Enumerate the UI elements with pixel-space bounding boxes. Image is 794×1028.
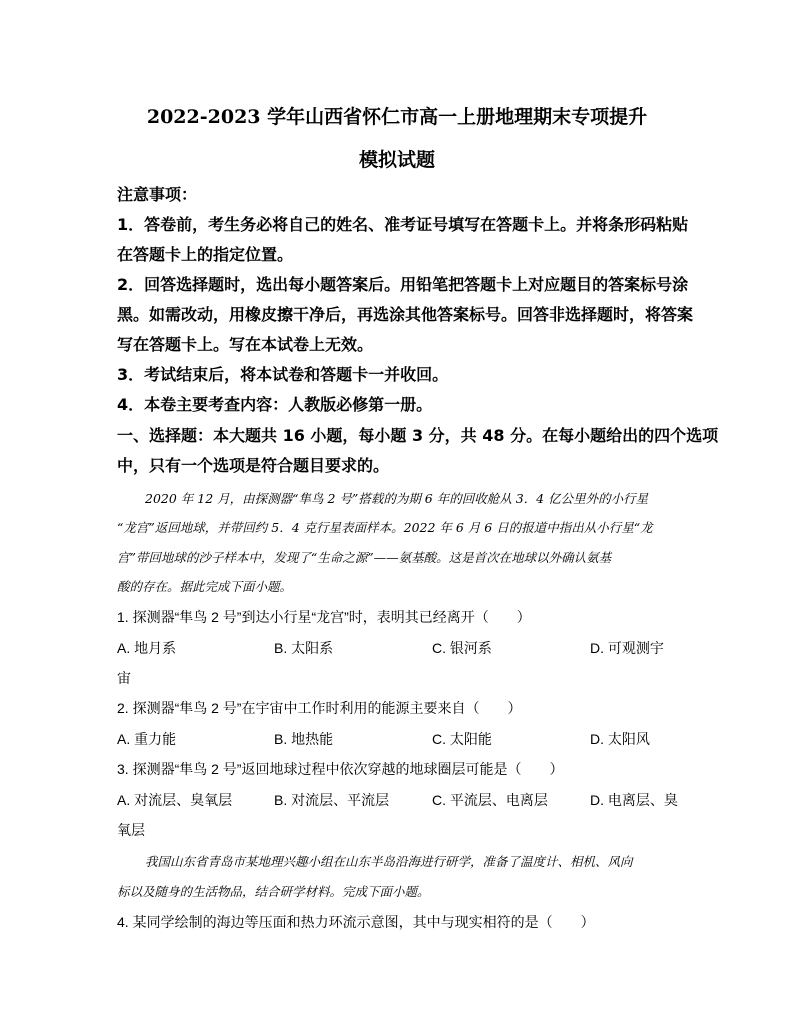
question-stem: 4. 某同学绘制的海边等压面和热力环流示意图，其中与现实相符的是（ ） (117, 914, 595, 930)
passage-line: 我国山东省青岛市某地理兴趣小组在山东半岛沿海进行研学，准备了温度计、相机、风向 (145, 854, 633, 869)
notice-heading: 注意事项： (117, 185, 198, 204)
notice-line: 黑。如需改动，用橡皮擦干净后，再选涂其他答案标号。回答非选择题时，将答案 (117, 305, 694, 324)
option-c[interactable]: C. 太阳能 (432, 731, 492, 747)
question-stem: 2. 探测器“隼鸟 2 号”在宇宙中工作时利用的能源主要来自（ ） (117, 700, 522, 716)
notice-line: 写在答题卡上。写在本试卷上无效。 (117, 335, 374, 354)
option-a[interactable]: A. 重力能 (117, 731, 177, 747)
option-wrap: 氧层 (117, 822, 145, 838)
option-b[interactable]: B. 地热能 (274, 731, 334, 747)
passage-line: 2020 年 12 月，由探测器“隼鸟 2 号”搭载的为期 6 年的回收舱从 3．4 亿公里外的小行星 (145, 491, 649, 506)
option-d[interactable]: D. 电离层、臭 (590, 792, 678, 808)
section-heading: 一、选择题：本大题共 16 小题，每小题 3 分，共 48 分。在每小题给出的四个选项 (117, 426, 719, 445)
notice-line: 1．答卷前，考生务必将自己的姓名、准考证号填写在答题卡上。并将条形码粘贴 (117, 215, 689, 234)
notice-line: 2．回答选择题时，选出每小题答案后。用铅笔把答题卡上对应题目的答案标号涂 (117, 275, 689, 294)
passage-line: 酸的存在。据此完成下面小题。 (117, 579, 293, 594)
question-stem: 3. 探测器“隼鸟 2 号”返回地球过程中依次穿越的地球圈层可能是（ ） (117, 761, 564, 777)
option-wrap: 宙 (117, 670, 131, 686)
option-a[interactable]: A. 地月系 (117, 640, 177, 656)
question-stem: 1. 探测器“隼鸟 2 号”到达小行星“龙宫”时，表明其已经离开（ ） (117, 609, 531, 625)
passage-line: 宫”带回地球的沙子样本中，发现了“生命之源”——氨基酸。这是首次在地球以外确认氨基 (117, 550, 612, 565)
section-heading: 中，只有一个选项是符合题目要求的。 (117, 456, 390, 475)
option-d[interactable]: D. 可观测宇 (590, 640, 664, 656)
notice-line: 在答题卡上的指定位置。 (117, 245, 294, 264)
option-a[interactable]: A. 对流层、臭氧层 (117, 792, 233, 808)
option-b[interactable]: B. 太阳系 (274, 640, 334, 656)
option-c[interactable]: C. 平流层、电离层 (432, 792, 548, 808)
option-b[interactable]: B. 对流层、平流层 (274, 792, 390, 808)
exam-title: 2022-2023 学年山西省怀仁市高一上册地理期末专项提升 (146, 106, 648, 128)
option-d[interactable]: D. 太阳风 (590, 731, 650, 747)
passage-line: “龙宫”返回地球，并带回约 5．4 克行星表面样本。2022 年 6 月 6 日的报道中指出从小行星“龙 (117, 520, 653, 535)
option-c[interactable]: C. 银河系 (432, 640, 492, 656)
passage-line: 标以及随身的生活物品，结合研学材料。完成下面小题。 (117, 884, 430, 899)
notice-line: 4．本卷主要考查内容：人教版必修第一册。 (117, 395, 433, 414)
notice-line: 3．考试结束后，将本试卷和答题卡一并收回。 (117, 365, 449, 384)
exam-subtitle: 模拟试题 (358, 149, 435, 171)
